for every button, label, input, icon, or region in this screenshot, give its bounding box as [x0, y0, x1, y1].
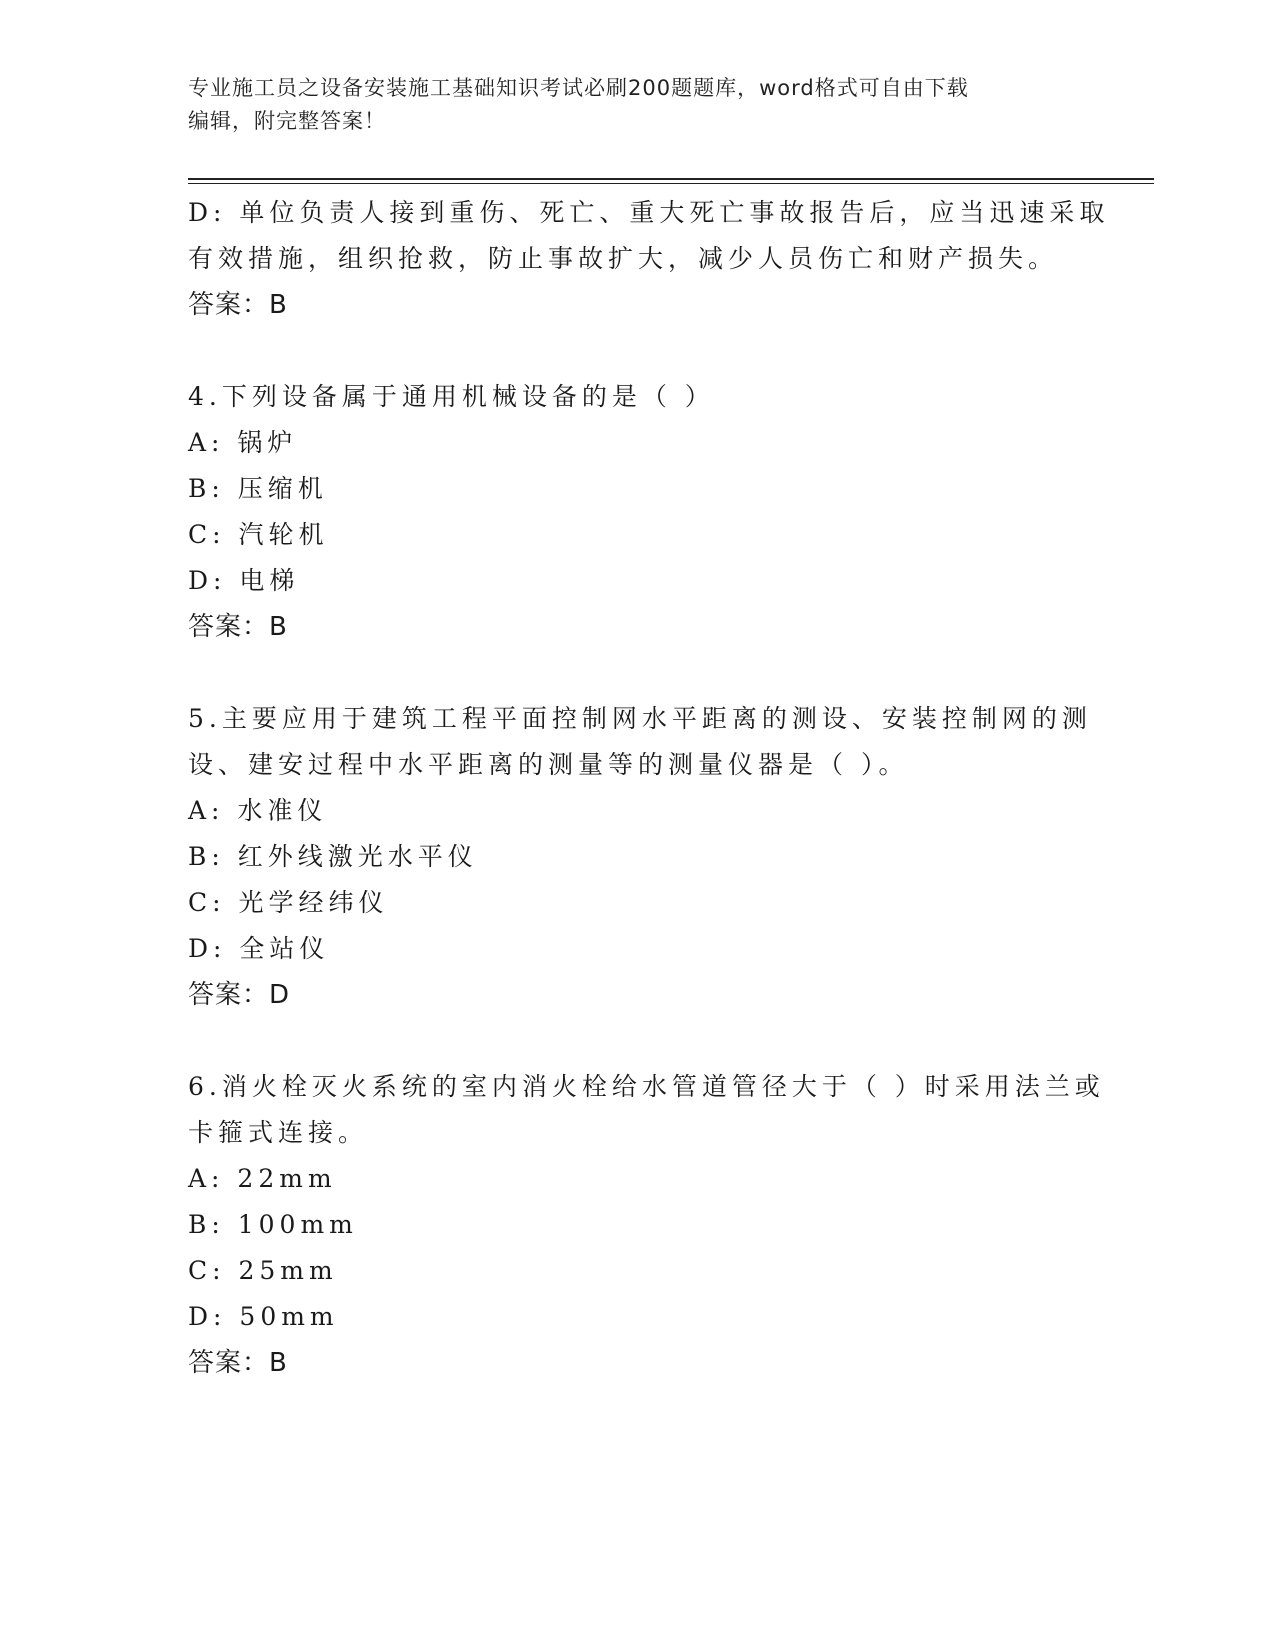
question-6 [188, 1064, 1105, 1386]
document-body [188, 190, 1110, 1386]
question-4 [188, 374, 1088, 650]
option-a: A: 22mm [188, 1164, 337, 1193]
question-5 [188, 696, 1092, 1018]
option-d: D: 50mm [188, 1302, 339, 1331]
spacer [188, 328, 1088, 374]
option-a: A: 锅炉 [188, 428, 298, 457]
option-b: B: 压缩机 [188, 474, 328, 503]
header-divider-thin [188, 183, 1154, 184]
answer-line: 答案：D [188, 980, 291, 1010]
option-d: D: 单位负责人接到重伤、死亡、重大死亡事故报告后，应当迅速采取 [188, 198, 1110, 227]
option-c: C: 光学经纬仪 [188, 888, 389, 917]
option-c: C: 25mm [188, 1256, 338, 1285]
option-b: B: 100mm [188, 1210, 358, 1239]
option-a: A: 水准仪 [188, 796, 328, 825]
option-d: D: 电梯 [188, 566, 300, 595]
question-stem: 6.消火栓灭火系统的室内消火栓给水管道管径大于（ ）时采用法兰或 [188, 1072, 1105, 1101]
spacer [188, 650, 1088, 696]
answer-line: 答案：B [188, 290, 288, 320]
option-b: B: 红外线激光水平仪 [188, 842, 478, 871]
question-stem-continued: 设、建安过程中水平距离的测量等的测量仪器是（ ）。 [188, 750, 909, 779]
option-d: D: 全站仪 [188, 934, 330, 963]
question-stem: 5.主要应用于建筑工程平面控制网水平距离的测设、安装控制网的测 [188, 704, 1092, 733]
answer-line: 答案：B [188, 612, 288, 642]
answer-line: 答案：B [188, 1348, 288, 1378]
document-header [188, 72, 1068, 138]
header-divider-thick [188, 178, 1154, 180]
question-3-tail [188, 190, 1110, 328]
spacer [188, 1018, 1088, 1064]
question-stem: 4.下列设备属于通用机械设备的是（ ） [188, 382, 715, 411]
header-title-line2: 编辑，附完整答案！ [188, 109, 386, 133]
header-title-line1: 专业施工员之设备安装施工基础知识考试必刷200题题库，word格式可自由下载 [188, 76, 969, 100]
option-c: C: 汽轮机 [188, 520, 329, 549]
option-d-continued: 有效措施，组织抢救，防止事故扩大，减少人员伤亡和财产损失。 [188, 244, 1059, 273]
question-stem-continued: 卡箍式连接。 [188, 1118, 369, 1147]
